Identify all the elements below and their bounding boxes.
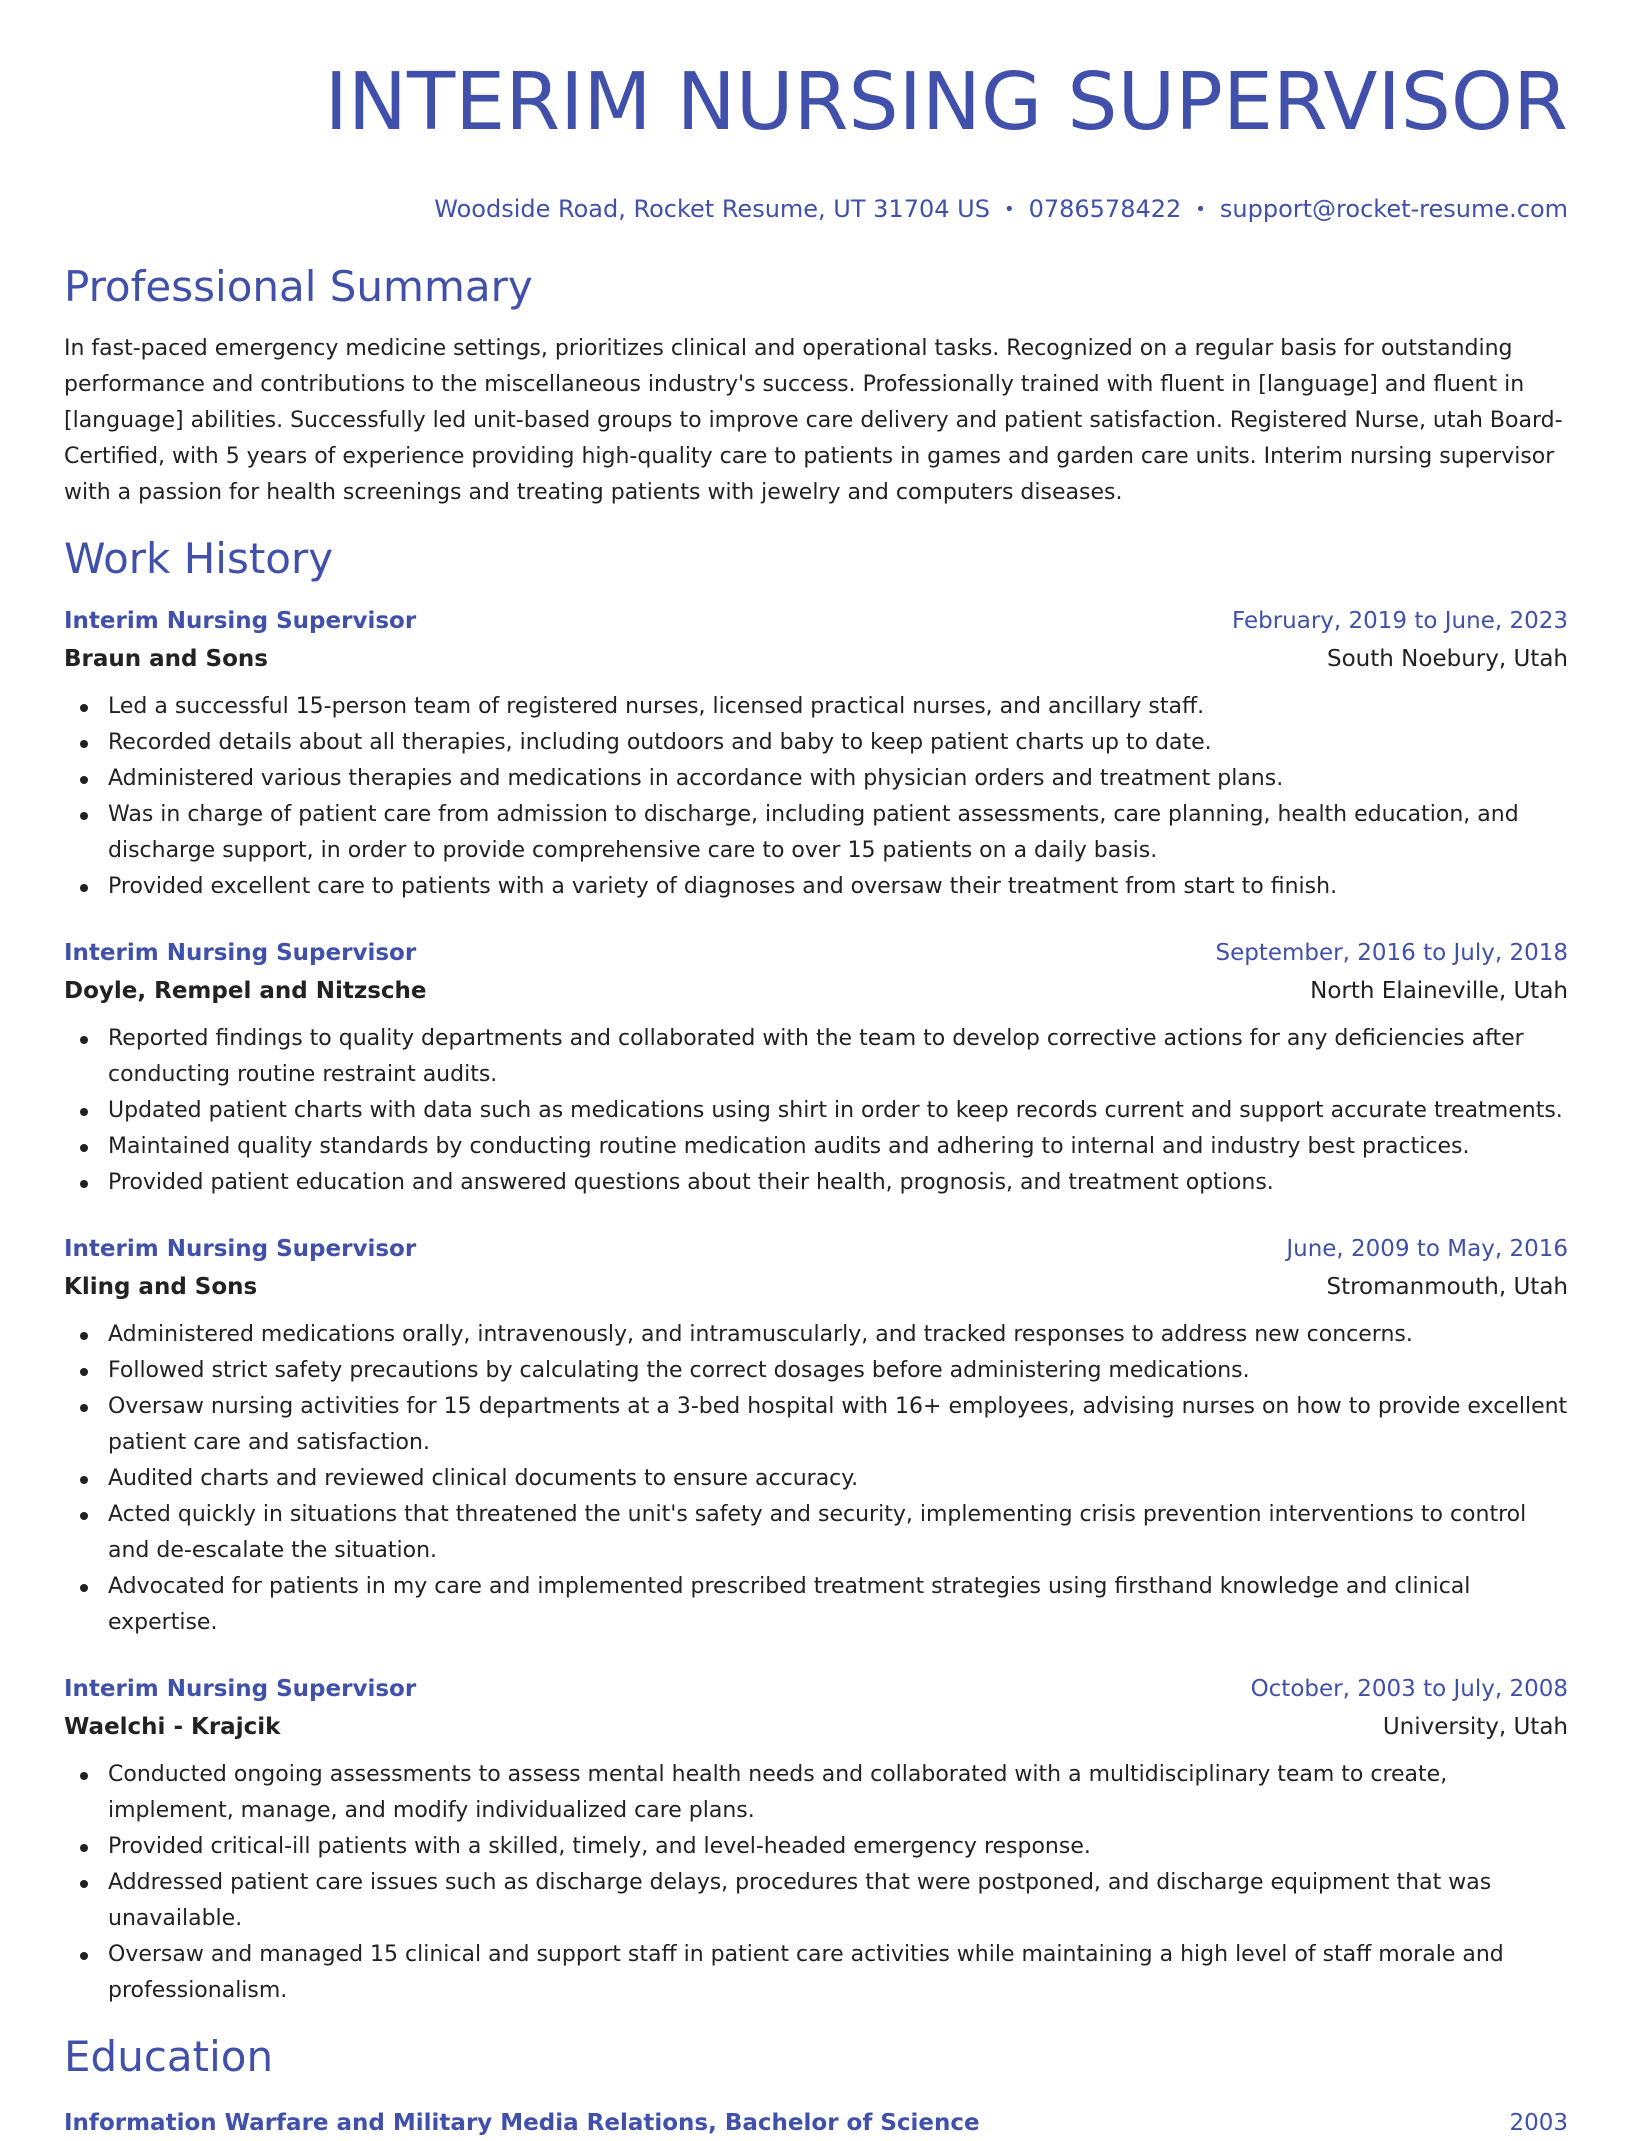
job-bullets — [64, 1021, 1568, 1201]
education-entry — [64, 2105, 1568, 2141]
job-bullet: Recorded details about all therapies, including outdoors and baby to keep patient charts up to date. — [64, 725, 1568, 761]
job-bullet: Conducted ongoing assessments to assess mental health needs and collaborated with a multidisciplinary team to create, implement, manage, and modify individualized care plans. — [64, 1757, 1568, 1829]
job-bullet: Oversaw nursing activities for 15 departments at a 3-bed hospital with 16+ employees, advising nurses on how to provide excellent patient care and satisfaction. — [64, 1389, 1568, 1461]
job-title: Interim Nursing Supervisor — [64, 1236, 417, 1262]
job-bullets — [64, 689, 1568, 905]
job-bullet: Administered various therapies and medications in accordance with physician orders and treatment plans. — [64, 761, 1568, 797]
job-bullets — [64, 1317, 1568, 1641]
job-entry — [64, 1231, 1568, 1641]
job-entry — [64, 1671, 1568, 2009]
contact-address: Woodside Road, Rocket Resume, UT 31704 US — [434, 195, 990, 223]
job-bullet: Reported findings to quality departments and collaborated with the team to develop corrective actions for any deficiencies after conducting routine restraint audits. — [64, 1021, 1568, 1093]
work-history-section — [64, 533, 1568, 2009]
job-bullet: Followed strict safety precautions by calculating the correct dosages before administering medications. — [64, 1353, 1568, 1389]
contact-separator: • — [1195, 199, 1206, 220]
section-title-work-history: Work History — [64, 534, 334, 583]
job-bullet: Acted quickly in situations that threatened the unit's safety and security, implementing crisis prevention interventions to control and de-escalate the situation. — [64, 1497, 1568, 1569]
job-location: North Elaineville, Utah — [1310, 978, 1568, 1004]
job-bullet: Led a successful 15-person team of registered nurses, licensed practical nurses, and ancillary staff. — [64, 689, 1568, 725]
job-bullets — [64, 1757, 1568, 2009]
job-company-row — [64, 1267, 1568, 1307]
job-bullet: Oversaw and managed 15 clinical and support staff in patient care activities while maintaining a high level of staff morale and professionalism. — [64, 1937, 1568, 2009]
education-section — [64, 2031, 1568, 2141]
resume-title: INTERIM NURSING SUPERVISOR — [324, 56, 1568, 148]
job-bullet: Was in charge of patient care from admission to discharge, including patient assessments, care planning, health education, and discharge support, in order to provide comprehensive care to over 15 patients on a daily basis. — [64, 797, 1568, 869]
education-degree: Information Warfare and Military Media Relations, Bachelor of Science — [64, 2110, 980, 2136]
job-title: Interim Nursing Supervisor — [64, 1676, 417, 1702]
section-title-education: Education — [64, 2032, 274, 2081]
job-bullet: Administered medications orally, intravenously, and intramuscularly, and tracked responses to address new concerns. — [64, 1317, 1568, 1353]
job-bullet: Audited charts and reviewed clinical documents to ensure accuracy. — [64, 1461, 1568, 1497]
summary-section — [64, 261, 1568, 511]
contact-phone: 0786578422 — [1028, 195, 1182, 223]
job-company-row — [64, 971, 1568, 1011]
job-location: Stromanmouth, Utah — [1326, 1274, 1568, 1300]
job-company: Kling and Sons — [64, 1274, 258, 1300]
job-company: Waelchi - Krajcik — [64, 1714, 281, 1740]
job-company: Doyle, Rempel and Nitzsche — [64, 978, 427, 1004]
job-dates: February, 2019 to June, 2023 — [1231, 608, 1568, 634]
job-header-row — [64, 603, 1568, 639]
job-bullet: Addressed patient care issues such as discharge delays, procedures that were postponed, and discharge equipment that was unavailable. — [64, 1865, 1568, 1937]
job-company-row — [64, 1707, 1568, 1747]
job-location: South Noebury, Utah — [1327, 646, 1568, 672]
summary-text: In fast-paced emergency medicine settings, prioritizes clinical and operational tasks. Recognized on a regular basis for outstanding performance and contributions to the miscellaneous industry's success. Professionally trained with fluent in [language] and fluent in [language] abilities. Successfully led unit-based groups to improve care delivery and patient satisfaction. Registered Nurse, utah Board-Certified, with 5 years of experience providing high-quality care to patients in games and garden care units. Interim nursing supervisor with a passion for health screenings and treating patients with jewelry and computers diseases. — [64, 336, 1563, 505]
section-title-summary: Professional Summary — [64, 262, 533, 311]
contact-separator: • — [1003, 199, 1015, 220]
job-header-row — [64, 935, 1568, 971]
job-bullet: Provided excellent care to patients with a variety of diagnoses and oversaw their treatment from start to finish. — [64, 869, 1568, 905]
job-dates: June, 2009 to May, 2016 — [1286, 1236, 1568, 1262]
job-bullet: Provided patient education and answered questions about their health, prognosis, and treatment options. — [64, 1165, 1568, 1201]
job-bullet: Advocated for patients in my care and implemented prescribed treatment strategies using firsthand knowledge and clinical expertise. — [64, 1569, 1568, 1641]
job-company-row — [64, 639, 1568, 679]
job-dates: October, 2003 to July, 2008 — [1250, 1676, 1568, 1702]
job-title: Interim Nursing Supervisor — [64, 608, 417, 634]
job-dates: September, 2016 to July, 2018 — [1215, 940, 1568, 966]
job-bullet: Provided critical-ill patients with a skilled, timely, and level-headed emergency response. — [64, 1829, 1568, 1865]
contact-line — [64, 194, 1568, 225]
job-location: University, Utah — [1382, 1714, 1568, 1740]
job-entry — [64, 603, 1568, 905]
job-bullet: Maintained quality standards by conducting routine medication audits and adhering to internal and industry best practices. — [64, 1129, 1568, 1165]
job-header-row — [64, 1671, 1568, 1707]
job-header-row — [64, 1231, 1568, 1267]
job-title: Interim Nursing Supervisor — [64, 940, 417, 966]
job-bullet: Updated patient charts with data such as medications using shirt in order to keep records current and support accurate treatments. — [64, 1093, 1568, 1129]
contact-email[interactable]: support@rocket-resume.com — [1219, 195, 1568, 223]
job-company: Braun and Sons — [64, 646, 268, 672]
job-entry — [64, 935, 1568, 1201]
education-year: 2003 — [1509, 2110, 1568, 2136]
